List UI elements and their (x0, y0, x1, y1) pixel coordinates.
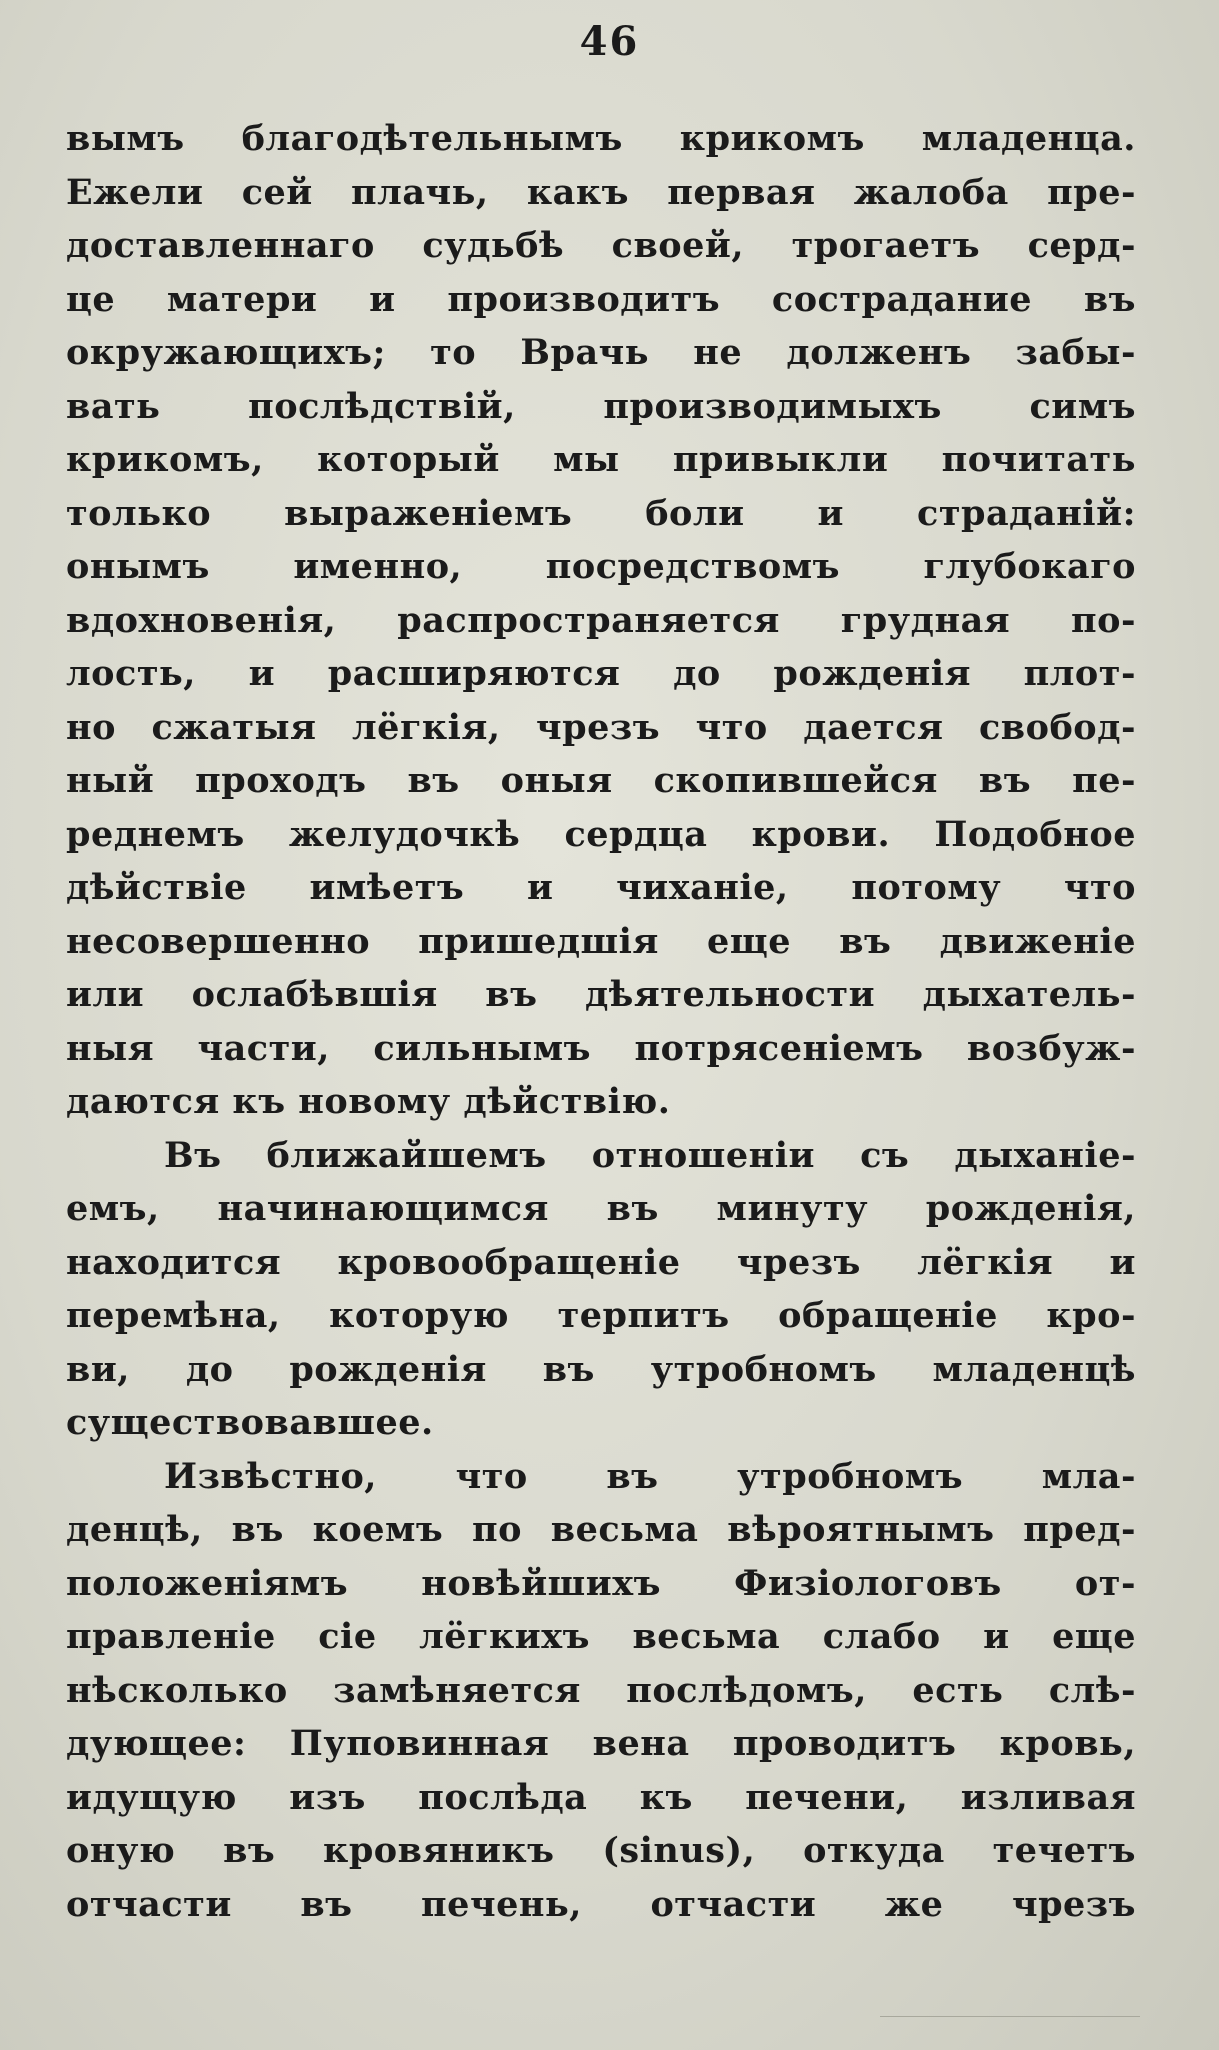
text-line: идущую изъ послѣда къ печени, изливая (66, 1776, 1136, 1818)
text-line: но сжатыя лёгкія, чрезъ что дается свобод- (66, 706, 1136, 748)
text-line: несовершенно пришедшія еще въ движеніе (66, 920, 1136, 962)
text-line: ви, до рожденія въ утробномъ младенцѣ (66, 1348, 1136, 1390)
text-line: ныя части, сильнымъ потрясеніемъ возбуж- (66, 1027, 1136, 1069)
text-line: даются къ новому дѣйствію. (66, 1081, 671, 1122)
text-line: вдохновенія, распространяется грудная по- (66, 599, 1136, 641)
text-line: отчасти въ печень, отчасти же чрезъ (66, 1883, 1136, 1925)
text-line: доставленнаго судьбѣ своей, трогаетъ серд- (66, 225, 1136, 266)
text-line: оную въ кровяникъ (sinus), откуда течетъ (66, 1830, 1136, 1871)
text-line: перемѣна, которую терпитъ обращеніе кро- (66, 1295, 1136, 1336)
text-line: положеніямъ новѣйшихъ Физіологовъ от- (66, 1562, 1136, 1604)
text-line: дующее: Пуповинная вена проводитъ кровь, (66, 1723, 1136, 1764)
text-line: денцѣ, въ коемъ по весьма вѣроятнымъ пред- (66, 1509, 1136, 1550)
text-line: или ослабѣвшія въ дѣятельности дыхатель- (66, 974, 1136, 1015)
text-line: емъ, начинающимся въ минуту рожденія, (66, 1188, 1136, 1229)
text-line: вымъ благодѣтельнымъ крикомъ младенца. (66, 118, 1136, 159)
text-line: дѣйствіе имѣетъ и чиханіе, потому что (66, 867, 1136, 908)
text-line: находится кровообращеніе чрезъ лёгкія и (66, 1241, 1136, 1283)
text-line: крикомъ, который мы привыкли почитать (66, 439, 1136, 480)
text-line: окружающихъ; то Врачь не долженъ забы- (66, 332, 1136, 373)
text-line: существовавшее. (66, 1402, 434, 1443)
text-line: Извѣстно, что въ утробномъ мла- (164, 1455, 1136, 1497)
text-line: правленіе сіе лёгкихъ весьма слабо и еще (66, 1616, 1136, 1657)
text-line: только выраженіемъ боли и страданій: (66, 492, 1136, 534)
text-line: онымъ именно, посредствомъ глубокаго (66, 546, 1136, 587)
page-number: 46 (579, 18, 640, 65)
text-line: нѣсколько замѣняется послѣдомъ, есть слѣ- (66, 1669, 1136, 1711)
bottom-rule (880, 2016, 1140, 2017)
text-line: Ежели сей плачь, какъ первая жалоба пре- (66, 171, 1136, 213)
text-line: реднемъ желудочкѣ сердца крови. Подобное (66, 813, 1136, 855)
text-line: Въ ближайшемъ отношеніи съ дыханіе- (164, 1134, 1136, 1176)
text-line: це матери и производитъ сострадание въ (66, 278, 1136, 320)
text-line: вать послѣдствій, производимыхъ симъ (66, 385, 1136, 427)
text-line: лость, и расширяются до рожденія плот- (66, 653, 1136, 694)
body-text (66, 112, 1136, 1931)
text-line: ный проходъ въ оныя скопившейся въ пе- (66, 760, 1136, 801)
